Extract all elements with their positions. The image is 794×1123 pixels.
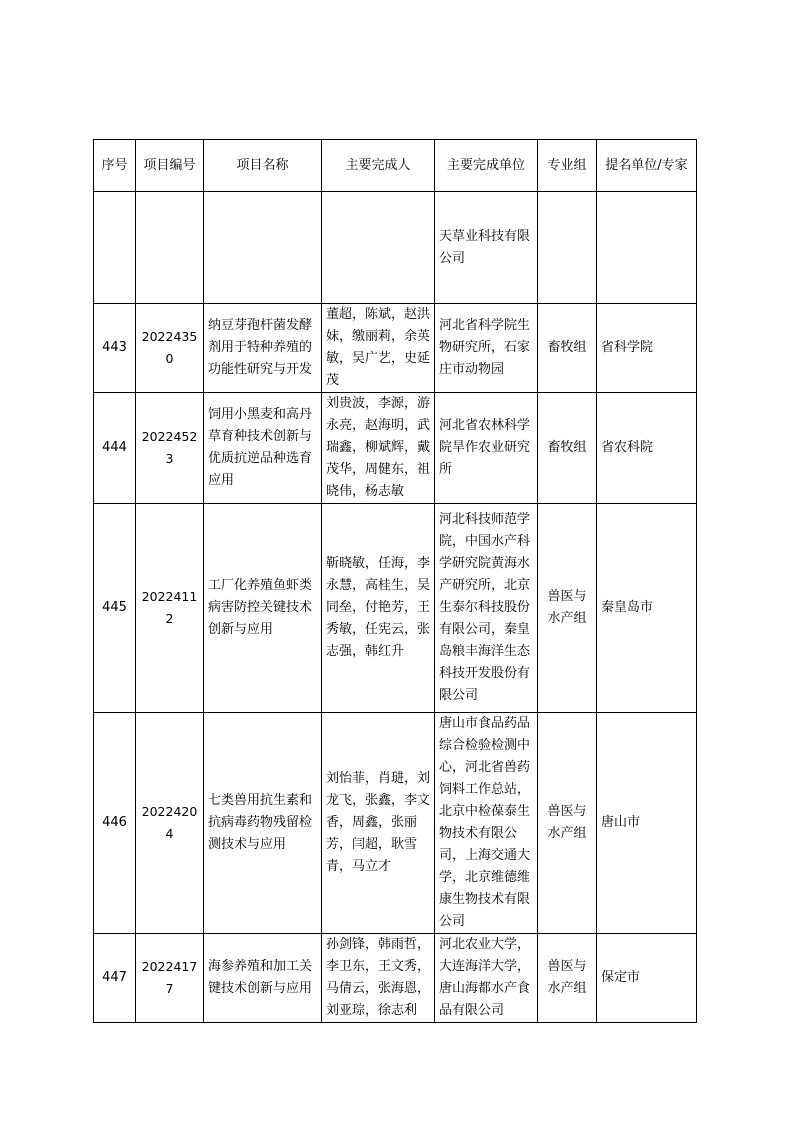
cell-seq: 447 [94, 934, 136, 1023]
cell-code: 20224523 [136, 393, 204, 504]
cell-group: 兽医与水产组 [538, 934, 597, 1023]
cell-seq: 445 [94, 504, 136, 713]
cell-seq: 446 [94, 713, 136, 934]
header-row [94, 140, 697, 192]
cell-nominator: 保定市 [597, 934, 697, 1023]
header-name: 项目名称 [204, 140, 322, 192]
header-units: 主要完成单位 [435, 140, 538, 192]
table-row [94, 713, 697, 934]
cell-name [204, 192, 322, 304]
cell-units: 河北省农林科学院旱作农业研究所 [435, 393, 538, 504]
cell-nominator [597, 192, 697, 304]
cell-people: 靳晓敏，任海，李永慧，高桂生，吴同垒，付艳芳，王秀敏，任宪云，张志强，韩红升 [322, 504, 435, 713]
cell-units: 天草业科技有限公司 [435, 192, 538, 304]
header-nominator: 提名单位/专家 [597, 140, 697, 192]
cell-nominator: 省农科院 [597, 393, 697, 504]
cell-nominator: 秦皇岛市 [597, 504, 697, 713]
cell-code: 20224112 [136, 504, 204, 713]
cell-group: 兽医与水产组 [538, 713, 597, 934]
cell-code: 20224350 [136, 304, 204, 393]
header-seq: 序号 [94, 140, 136, 192]
table-row [94, 304, 697, 393]
cell-group: 畜牧组 [538, 393, 597, 504]
cell-name: 纳豆芽孢杆菌发酵剂用于特种养殖的功能性研究与开发 [204, 304, 322, 393]
cell-group [538, 192, 597, 304]
cell-group: 畜牧组 [538, 304, 597, 393]
cell-group: 兽医与水产组 [538, 504, 597, 713]
cell-name: 工厂化养殖鱼虾类病害防控关键技术创新与应用 [204, 504, 322, 713]
header-people: 主要完成人 [322, 140, 435, 192]
cell-seq: 443 [94, 304, 136, 393]
header-group: 专业组 [538, 140, 597, 192]
header-code: 项目编号 [136, 140, 204, 192]
table-row [94, 393, 697, 504]
cell-seq: 444 [94, 393, 136, 504]
table-row [94, 934, 697, 1023]
table-row [94, 192, 697, 304]
cell-units: 河北科技师范学院，中国水产科学研究院黄海水产研究所，北京生泰尔科技股份有限公司，秦皇岛粮丰海洋生态科技开发股份有限公司 [435, 504, 538, 713]
cell-units: 唐山市食品药品综合检验检测中心，河北省兽药饲料工作总站，北京中检葆泰生物技术有限公司，上海交通大学，北京维德维康生物技术有限公司 [435, 713, 538, 934]
cell-name: 海参养殖和加工关键技术创新与应用 [204, 934, 322, 1023]
cell-people: 刘贵波，李源，游永亮，赵海明，武瑞鑫，柳斌辉，戴茂华，周健东，祖晓伟，杨志敏 [322, 393, 435, 504]
project-table [93, 139, 697, 1023]
cell-nominator: 唐山市 [597, 713, 697, 934]
cell-code [136, 192, 204, 304]
cell-name: 饲用小黑麦和高丹草育种技术创新与优质抗逆品种选育应用 [204, 393, 322, 504]
cell-people: 刘怡菲，肖琎，刘龙飞，张鑫，李文香，周鑫，张丽芳，闫超，耿雪青，马立才 [322, 713, 435, 934]
cell-people: 孙剑锋，韩雨哲，李卫东，王文秀，马倩云，张海恩，刘亚琮，徐志利 [322, 934, 435, 1023]
cell-code: 20224204 [136, 713, 204, 934]
table-row [94, 504, 697, 713]
cell-seq [94, 192, 136, 304]
cell-people: 董超，陈斌，赵洪妹，缴丽莉，余英敏，吴广艺，史延茂 [322, 304, 435, 393]
cell-units: 河北省科学院生物研究所，石家庄市动物园 [435, 304, 538, 393]
cell-nominator: 省科学院 [597, 304, 697, 393]
cell-name: 七类兽用抗生素和抗病毒药物残留检测技术与应用 [204, 713, 322, 934]
cell-people [322, 192, 435, 304]
cell-units: 河北农业大学，大连海洋大学，唐山海都水产食品有限公司 [435, 934, 538, 1023]
cell-code: 20224177 [136, 934, 204, 1023]
